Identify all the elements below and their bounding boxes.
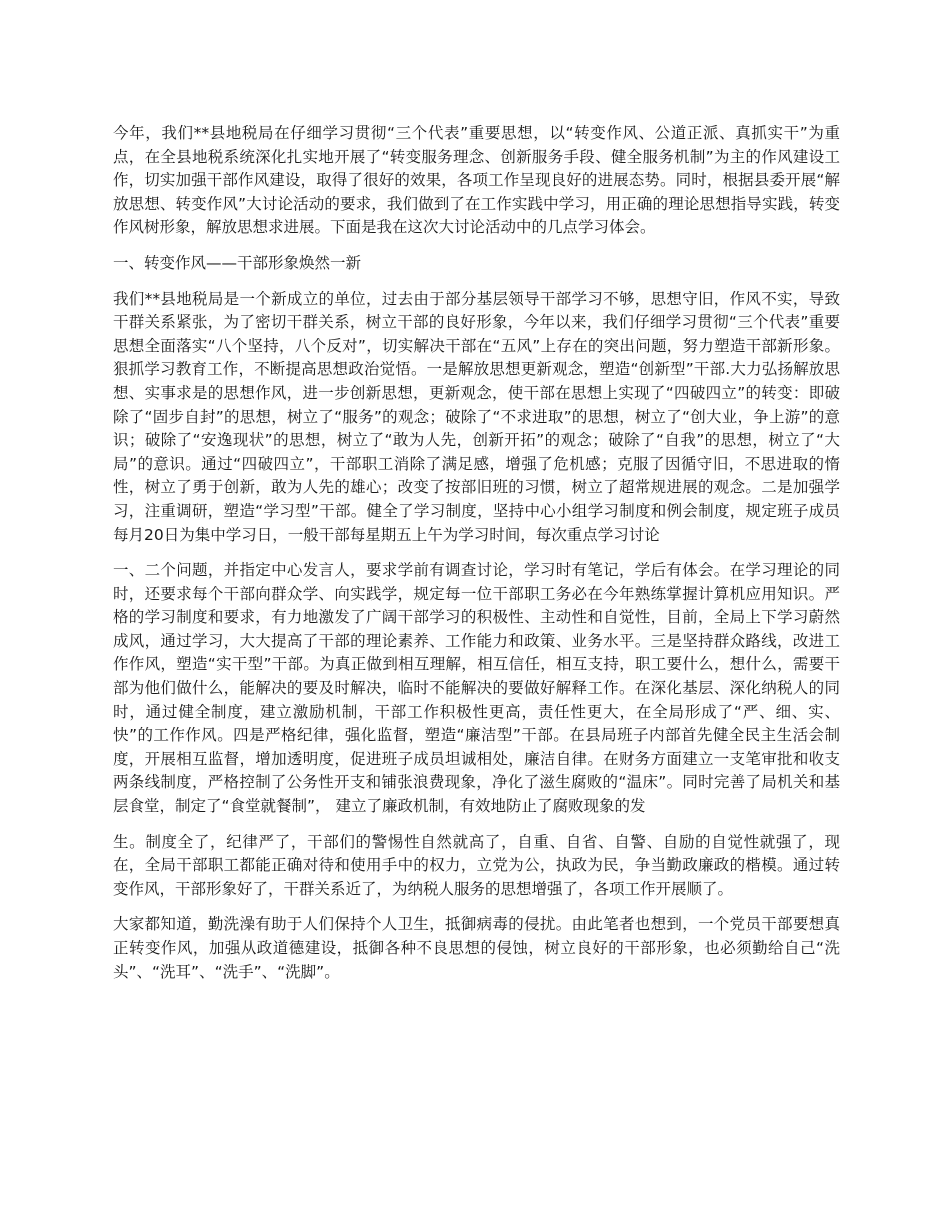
section-heading: 一、转变作风——干部形象焕然一新 [113,253,362,272]
closing-paragraph: 大家都知道，勤洗澡有助于人们保持个人卫生，抵御病毒的侵扰。由此笔者也想到，一个党员干部要想真正转变作风，加强从政道德建设，抵御各种不良思想的侵蚀，树立良好的干部形象，也必须勤给自己“洗头”、“洗耳”、“洗手”、“洗脚”。 [113,915,840,981]
document-body [113,122,840,996]
intro-paragraph: 今年，我们**县地税局在仔细学习贯彻“三个代表”重要思想，以“转变作风、公道正派、真抓实干”为重点，在全县地税系统深化扎实地开展了“转变服务理念、创新服务手段、健全服务机制”为主的作风建设工作，切实加强干部作风建设，取得了很好的效果，各项工作呈现良好的进展态势。同时，根据县委开展“解放思想、转变作风”大讨论活动的要求，我们做到了在工作实践中学习，用正确的理论思想指导实践，转变作风树形象，解放思想求进展。下面是我在这次大讨论活动中的几点学习体会。 [113,124,840,237]
body-paragraph: 生。制度全了，纪律严了，干部们的警惕性自然就高了，自重、自省、自警、自励的自觉性就强了，现在，全局干部职工都能正确对待和使用手中的权力，立党为公，执政为民，争当勤政廉政的楷模。通过转变作风，干部形象好了，干群关系近了，为纳税人服务的思想增强了，各项工作开展顺了。 [113,832,840,898]
body-paragraph: 一、二个问题，并指定中心发言人，要求学前有调查讨论，学习时有笔记，学后有体会。在学习理论的同时，还要求每个干部向群众学、向实践学，规定每一位干部职工务必在今年熟练掌握计算机应用知识。严格的学习制度和要求，有力地激发了广阔干部学习的积极性、主动性和自觉性，目前，全局上下学习蔚然成风，通过学习，大大提高了干部的理论素养、工作能力和政策、业务水平。三是坚持群众路线，改进工作作风，塑造“实干型”干部。为真正做到相互理解，相互信任，相互支持，职工要什么，想什么，需要干部为他们做什么，能解决的要及时解决，临时不能解决的要做好解释工作。在深化基层、深化纳税人的同时，通过健全制度，建立激励机制，干部工作积极性更高，责任性更大，在全局形成了“严、细、实、快”的工作作风。四是严格纪律，强化监督，塑造“廉洁型”干部。在县局班子内部首先健全民主生活会制度，开展相互监督，增加透明度，促进班子成员坦诚相处，廉洁自律。在财务方面建立一支笔审批和收支两条线制度，严格控制了公务性开支和铺张浪费现象，净化了滋生腐败的“温床”。同时完善了局机关和基层食堂，制定了“食堂就餐制”， 建立了廉政机制，有效地防止了腐败现象的发 [113,561,840,816]
body-paragraph: 我们**县地税局是一个新成立的单位，过去由于部分基层领导干部学习不够，思想守旧，作风不实，导致干群关系紧张，为了密切干群关系，树立干部的良好形象，今年以来，我们仔细学习贯彻“三个代表”重要思想全面落实“八个坚持，八个反对”，切实解决干部在“五风”上存在的突出问题，努力塑造干部新形象。狠抓学习教育工作，不断提高思想政治觉悟。一是解放思想更新观念，塑造“创新型”干部.大力弘扬解放思想、实事求是的思想作风，进一步创新思想，更新观念，使干部在思想上实现了“四破四立”的转变：即破除了“固步自封”的思想，树立了“服务”的观念；破除了“不求进取”的思想，树立了“创大业，争上游”的意识；破除了“安逸现状”的思想，树立了“敢为人先，创新开拓”的观念；破除了“自我”的思想，树立了“大局”的意识。通过“四破四立”，干部职工消除了满足感，增强了危机感；克服了因循守旧，不思进取的惰性，树立了勇于创新，敢为人先的雄心；改变了按部旧班的习惯，树立了超常规进展的观念。二是加强学习，注重调研，塑造“学习型”干部。健全了学习制度，坚持中心小组学习制度和例会制度，规定班子成员每月20日为集中学习日，一般干部每星期五上午为学习时间，每次重点学习讨论 [113,289,840,544]
